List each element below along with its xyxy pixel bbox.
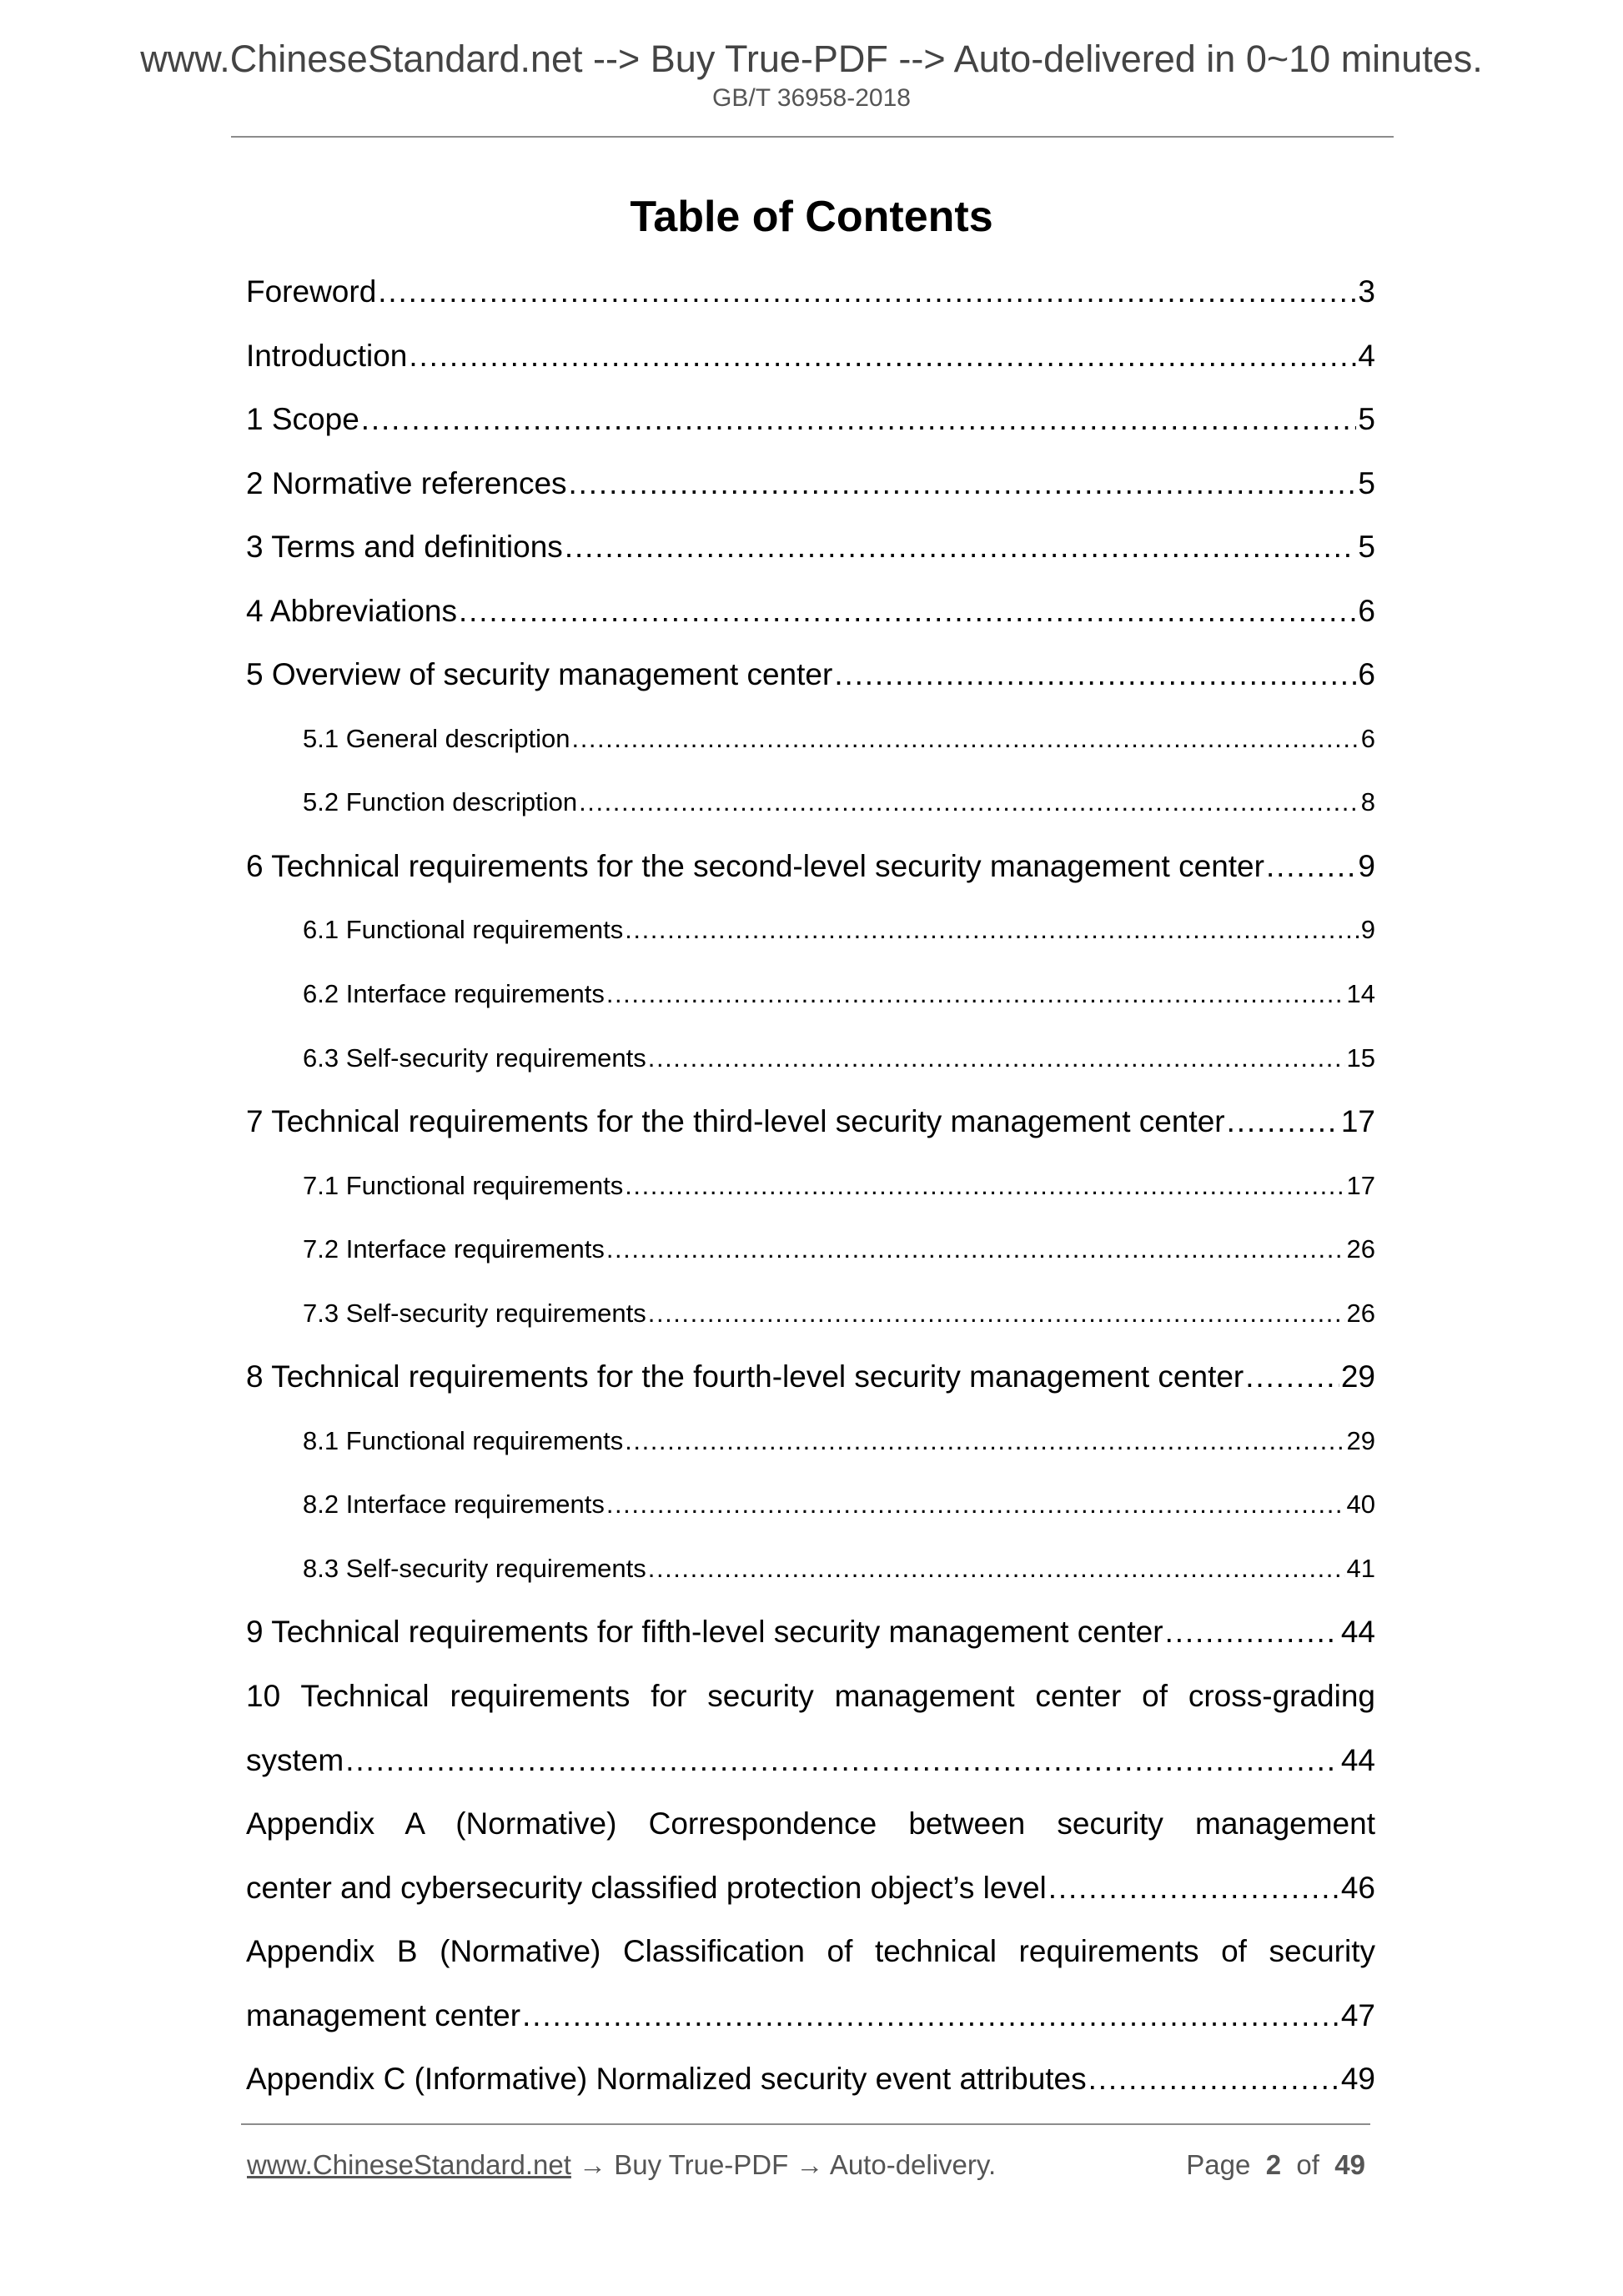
- toc-entry-label: Introduction: [246, 338, 408, 373]
- toc-entry-7-1[interactable]: [246, 1153, 1375, 1218]
- dot-leader: [834, 642, 1356, 706]
- toc-entry-label: 6 Technical requirements for the second-level security management center: [246, 848, 1264, 883]
- toc-entry-10-line2[interactable]: [246, 1728, 1375, 1792]
- toc-entry-label: 6.3 Self-security requirements: [303, 1042, 646, 1073]
- dot-leader: [606, 1472, 1345, 1536]
- toc-entry-page: 5: [1358, 402, 1375, 437]
- toc-entry-terms-definitions[interactable]: [246, 515, 1375, 579]
- toc-entry-label: Appendix C (Informative) Normalized security event attributes: [246, 2062, 1087, 2097]
- dot-leader: [572, 706, 1359, 771]
- dot-leader: [1245, 1344, 1339, 1409]
- toc-entry-appendix-c[interactable]: [246, 2047, 1375, 2111]
- toc-entry-page: 4: [1358, 338, 1375, 373]
- toc-entry-label: 8.2 Interface requirements: [303, 1490, 605, 1520]
- toc-entry-label: 5 Overview of security management center: [246, 657, 833, 692]
- toc-entry-8-2[interactable]: [246, 1472, 1375, 1536]
- toc-entry-page: 26: [1346, 1298, 1375, 1328]
- toc-entry-label: center and cybersecurity classified protection object’s level: [246, 1870, 1047, 1905]
- toc-entry-page: 44: [1340, 1615, 1375, 1650]
- toc-entry-page: 17: [1346, 1170, 1375, 1200]
- toc-entry-scope[interactable]: [246, 387, 1375, 451]
- toc-entry-label: 6.2 Interface requirements: [303, 979, 605, 1009]
- toc-entry-label: 9 Technical requirements for fifth-level security management center: [246, 1615, 1163, 1650]
- dot-leader: [1165, 1600, 1339, 1664]
- toc-entry-abbreviations[interactable]: [246, 579, 1375, 643]
- dot-leader: [459, 579, 1356, 643]
- dot-leader: [1266, 834, 1356, 898]
- toc-entry-appendix-a-line1[interactable]: [246, 1791, 1375, 1856]
- dot-leader: [606, 1217, 1345, 1281]
- dot-leader: [569, 451, 1357, 515]
- toc-entry-6-2[interactable]: [246, 962, 1375, 1026]
- toc-entry-page: 6: [1358, 593, 1375, 628]
- toc-entry-label: 8 Technical requirements for the fourth-level security management center: [246, 1359, 1244, 1394]
- dot-leader: [345, 1728, 1339, 1792]
- standard-number: GB/T 36958-2018: [712, 84, 911, 112]
- toc-entry-page: 6: [1360, 723, 1375, 753]
- toc-entry-9[interactable]: [246, 1600, 1375, 1664]
- header-divider: [231, 136, 1394, 138]
- footer-promo: [247, 2148, 996, 2182]
- toc-entry-10-line1[interactable]: [246, 1664, 1375, 1728]
- toc-entry-introduction[interactable]: [246, 324, 1375, 388]
- dot-leader: [378, 259, 1356, 324]
- page-indicator: [1178, 2148, 1365, 2182]
- toc-entry-page: 6: [1358, 657, 1375, 692]
- toc-entry-page: 44: [1340, 1742, 1375, 1777]
- toc-entry-label: 7 Technical requirements for the third-level security management center: [246, 1104, 1225, 1139]
- dot-leader: [1048, 1856, 1339, 1920]
- toc-entry-page: 9: [1358, 848, 1375, 883]
- toc-entry-6-3[interactable]: [246, 1026, 1375, 1090]
- toc-entry-label: 2 Normative references: [246, 465, 567, 500]
- toc-entry-label: 5.2 Function description: [303, 787, 578, 817]
- toc-entry-page: 46: [1340, 1870, 1375, 1905]
- toc-entry-normative-references[interactable]: [246, 451, 1375, 515]
- toc-entry-page: 5: [1358, 465, 1375, 500]
- toc-entry-page: 15: [1346, 1042, 1375, 1073]
- page-total: 49: [1334, 2149, 1365, 2180]
- toc-entry-label: 7.2 Interface requirements: [303, 1234, 605, 1264]
- toc-entry-page: 41: [1346, 1553, 1375, 1583]
- dot-leader: [579, 770, 1359, 834]
- page-current: 2: [1265, 2149, 1282, 2180]
- toc-entry-label: system: [246, 1742, 344, 1777]
- dot-leader: [606, 962, 1345, 1026]
- toc-entry-label: 3 Terms and definitions: [246, 530, 563, 565]
- toc-entry-appendix-a-line2[interactable]: [246, 1856, 1375, 1920]
- toc-entry-page: 29: [1340, 1359, 1375, 1394]
- toc-entry-label-line1: 10 Technical requirements for security management center of cross-grading: [246, 1679, 1375, 1714]
- toc-entry-page: 8: [1360, 787, 1375, 817]
- toc-entry-label: 7.1 Functional requirements: [303, 1170, 624, 1200]
- toc-title: Table of Contents: [630, 193, 993, 241]
- dot-leader: [1088, 2047, 1339, 2111]
- toc-entry-label: Foreword: [246, 274, 377, 309]
- footer-tagline: → Buy True-PDF → Auto-delivery.: [570, 2149, 997, 2180]
- dot-leader: [409, 324, 1356, 388]
- footer-divider: [241, 2123, 1370, 2125]
- toc-entry-label: 5.1 General description: [303, 723, 570, 753]
- dot-leader: [648, 1281, 1345, 1345]
- toc-entry-appendix-b-line2[interactable]: [246, 1983, 1375, 2047]
- toc-entry-6[interactable]: [246, 834, 1375, 898]
- toc-entry-8[interactable]: [246, 1344, 1375, 1409]
- toc-entry-page: 9: [1360, 915, 1375, 945]
- toc-entry-8-3[interactable]: [246, 1536, 1375, 1600]
- dot-leader: [648, 1026, 1345, 1090]
- toc-entry-label-line1: Appendix A (Normative) Correspondence between security management: [246, 1806, 1375, 1841]
- toc-entry-6-1[interactable]: [246, 897, 1375, 962]
- toc-entry-label: 4 Abbreviations: [246, 593, 458, 628]
- toc-entry-appendix-b-line1[interactable]: [246, 1919, 1375, 1983]
- toc-entry-label: 8.3 Self-security requirements: [303, 1553, 646, 1583]
- toc-entry-page: 40: [1346, 1490, 1375, 1520]
- dot-leader: [648, 1536, 1345, 1600]
- toc-entry-label: 1 Scope: [246, 402, 359, 437]
- dot-leader: [625, 897, 1359, 962]
- toc-entry-7-2[interactable]: [246, 1217, 1375, 1281]
- page-of-label: of: [1296, 2149, 1319, 2180]
- dot-leader: [565, 515, 1357, 579]
- toc-entry-page: 17: [1340, 1104, 1375, 1139]
- toc-entry-page: 26: [1346, 1234, 1375, 1264]
- toc-entry-page: 14: [1346, 979, 1375, 1009]
- toc-entry-page: 49: [1340, 2062, 1375, 2097]
- toc-entry-label: management center: [246, 1997, 521, 2032]
- toc-entry-label: 8.1 Functional requirements: [303, 1425, 624, 1455]
- toc-entry-page: 5: [1358, 530, 1375, 565]
- page-label: Page: [1186, 2149, 1251, 2180]
- toc-entry-8-1[interactable]: [246, 1409, 1375, 1473]
- dot-leader: [1227, 1089, 1339, 1153]
- toc-entry-overview[interactable]: [246, 642, 1375, 706]
- toc-entry-5-2[interactable]: [246, 770, 1375, 834]
- dot-leader: [625, 1153, 1344, 1218]
- footer-site-link[interactable]: www.ChineseStandard.net: [247, 2149, 571, 2180]
- dot-leader: [522, 1983, 1339, 2047]
- table-of-contents: [246, 259, 1375, 2111]
- dot-leader: [361, 387, 1357, 451]
- toc-entry-foreword[interactable]: [246, 259, 1375, 324]
- toc-entry-7[interactable]: [246, 1089, 1375, 1153]
- toc-entry-label: 6.1 Functional requirements: [303, 915, 624, 945]
- toc-entry-label: 7.3 Self-security requirements: [303, 1298, 646, 1328]
- toc-entry-7-3[interactable]: [246, 1281, 1375, 1345]
- header-banner: www.ChineseStandard.net --> Buy True-PDF --> Auto-delivered in 0~10 minutes.: [140, 38, 1483, 80]
- dot-leader: [625, 1409, 1344, 1473]
- toc-entry-page: 3: [1358, 274, 1375, 309]
- toc-entry-page: 29: [1346, 1425, 1375, 1455]
- toc-entry-5-1[interactable]: [246, 706, 1375, 771]
- toc-entry-label-line1: Appendix B (Normative) Classification of technical requirements of security: [246, 1934, 1375, 1969]
- toc-entry-page: 47: [1340, 1997, 1375, 2032]
